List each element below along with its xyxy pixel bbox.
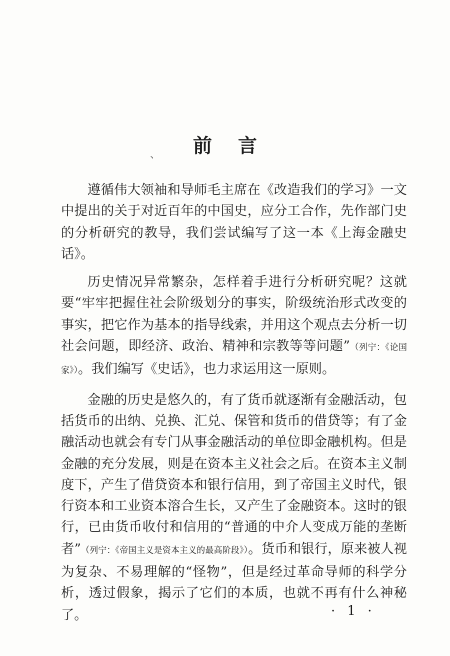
paragraph-3-citation: （列宁：《帝国主义是资本主义的最高阶段》）: [81, 545, 249, 556]
body-text: [61, 180, 407, 633]
margin-tick-mark: 、: [150, 150, 160, 161]
paragraph-2-text-a: 历史情况异常繁杂，怎样着手进行分析研究呢？这就要“牢牢把握住社会阶级划分的事实，阶级统治形式改变的事实，把它作为基本的指导线索，并用这个观点去分析一切社会问题，即经济、政治、精神和宗教等等问题”: [61, 275, 407, 355]
page-title: 前言: [192, 135, 283, 157]
paragraph-3-text-b: 。货币和银行，原来被人视为复杂、不易理解的“怪物”，但是经过革命导师的科学分析，透过假象，揭示了它们的本质，也就不再有什么神秘了。: [61, 541, 407, 623]
paragraph-1-text: 遵循伟大领袖和导师毛主席在《改造我们的学习》一文中提出的关于对近百年的中国史，应分工合作，先作部门史的分析研究的教导，我们尝试编写了这一本《上海金融史话》。: [61, 183, 407, 262]
paragraph-2-text-b: 。我们编写《史话》，也力求运用这一原则。: [78, 362, 336, 378]
paragraph-3: [61, 390, 407, 626]
page-number: · 1 ·: [331, 604, 376, 619]
paragraph-2-citation: （列宁：《论国家》）: [61, 343, 407, 377]
paragraph-2: [61, 272, 407, 382]
paragraph-3-text-a: 金融的历史是悠久的，有了货币就逐渐有金融活动，包括货币的出纳、兑换、汇兑、保管和货币的借贷等；有了金融活动也就会有专门从事金融活动的单位即金融机构。但是金融的充分发展，则是在资本主义社会之后。在资本主义制度下，产生了借贷资本和银行信用，到了帝国主义时代，银行资本和工业资本溶合生长，又产生了金融资本。这时的银行，已由货币收付和信用的“普通的中介人变成万能的垄断者”: [61, 392, 407, 557]
paragraph-1: [61, 180, 407, 265]
